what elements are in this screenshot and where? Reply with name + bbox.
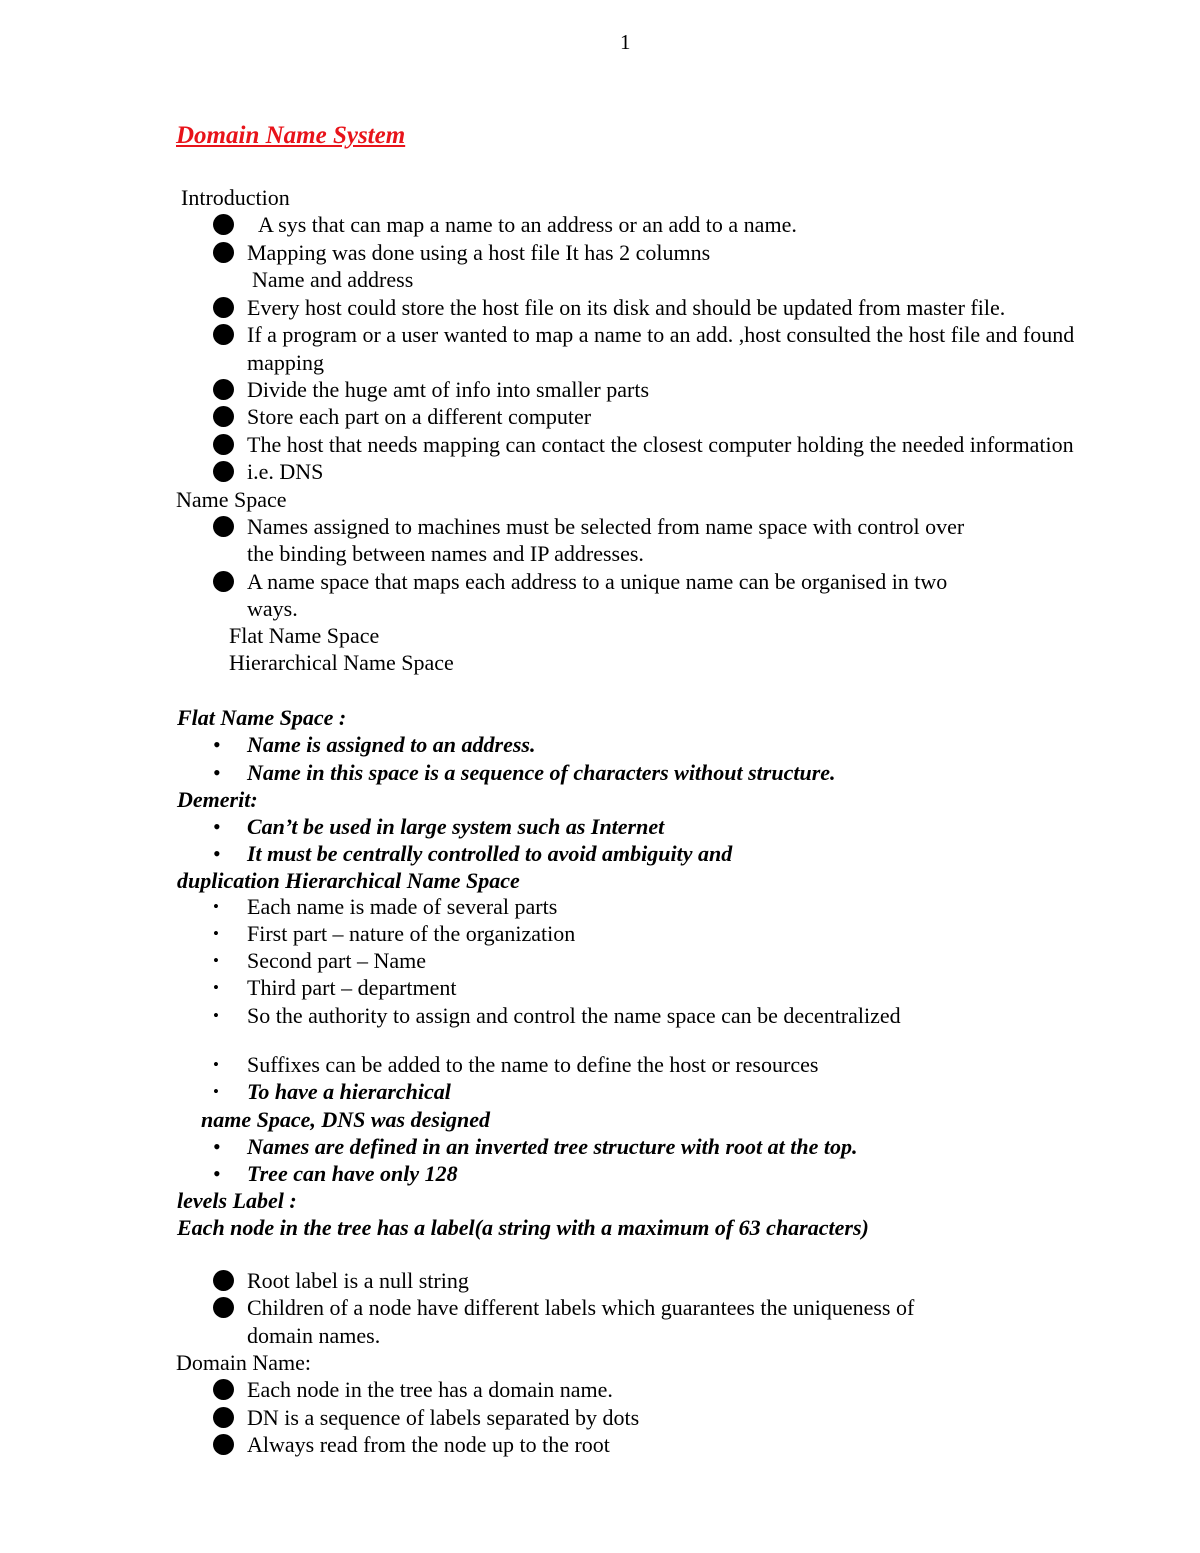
bullet-icon: •: [213, 814, 221, 839]
flat-bullet-2: Name in this space is a sequence of characters without structure.: [247, 760, 836, 785]
domain-name-heading: Domain Name:: [176, 1350, 312, 1375]
name-space-heading: Name Space: [176, 487, 287, 512]
bullet-dot-icon: [213, 242, 234, 263]
demerit-bullet-1: Can’t be used in large system such as Internet: [247, 814, 665, 839]
bullet-dot-icon: [213, 297, 234, 318]
bullet-dot-icon: [213, 379, 234, 400]
demerit-heading: Demerit:: [177, 787, 258, 812]
bullet-icon: •: [213, 1134, 221, 1159]
intro-bullet-7: The host that needs mapping can contact the closest computer holding the needed information: [247, 432, 1074, 457]
label-bullet-2-cont: domain names.: [247, 1323, 381, 1348]
flat-bullet-1: Name is assigned to an address.: [247, 732, 536, 757]
bullet-icon: •: [213, 841, 221, 866]
name-space-bullet-2-cont: ways.: [247, 596, 298, 621]
name-space-bullet-2: A name space that maps each address to a unique name can be organised in two: [247, 569, 948, 594]
intro-bullet-1: A sys that can map a name to an address or an add to a name.: [258, 212, 797, 237]
intro-bullet-3: Every host could store the host file on its disk and should be updated from master file.: [247, 295, 1006, 320]
hier-bullet-9: Tree can have only 128: [247, 1161, 458, 1186]
intro-bullet-6: Store each part on a different computer: [247, 404, 592, 429]
demerit-bullet-2-cont: duplication Hierarchical Name Space: [177, 868, 520, 893]
hier-bullet-7-cont: name Space, DNS was designed: [201, 1107, 491, 1132]
bullet-dot-icon: [213, 1270, 234, 1291]
bullet-dot-icon: [213, 1379, 234, 1400]
bullet-icon: •: [213, 951, 219, 970]
bullet-dot-icon: [213, 516, 234, 537]
bullet-dot-icon: [213, 406, 234, 427]
hier-bullet-1: Each name is made of several parts: [247, 894, 558, 919]
bullet-icon: •: [213, 924, 219, 943]
hier-bullet-9-cont: levels Label :: [177, 1188, 297, 1213]
bullet-dot-icon: [213, 1297, 234, 1318]
bullet-dot-icon: [213, 1407, 234, 1428]
intro-bullet-4-cont: mapping: [247, 350, 324, 375]
bullet-dot-icon: [213, 571, 234, 592]
bullet-icon: •: [213, 978, 219, 997]
bullet-icon: •: [213, 897, 219, 916]
bullet-icon: •: [213, 1055, 219, 1074]
bullet-dot-icon: [213, 461, 234, 482]
bullet-dot-icon: [213, 214, 234, 235]
name-space-bullet-1-cont: the binding between names and IP addresses.: [247, 541, 644, 566]
bullet-icon: •: [213, 732, 221, 757]
domain-name-bullet-2: DN is a sequence of labels separated by dots: [247, 1405, 640, 1430]
bullet-dot-icon: [213, 324, 234, 345]
name-space-sub-1: Flat Name Space: [229, 623, 380, 648]
bullet-dot-icon: [213, 434, 234, 455]
intro-bullet-4: If a program or a user wanted to map a name to an add. ,host consulted the host file and found: [247, 322, 1075, 347]
demerit-bullet-2: It must be centrally controlled to avoid ambiguity and: [247, 841, 733, 866]
domain-name-bullet-1: Each node in the tree has a domain name.: [247, 1377, 613, 1402]
bullet-icon: •: [213, 1006, 219, 1025]
hier-bullet-8: Names are defined in an inverted tree structure with root at the top.: [247, 1134, 858, 1159]
bullet-icon: •: [213, 1082, 219, 1101]
name-space-bullet-1: Names assigned to machines must be selected from name space with control over: [247, 514, 965, 539]
hier-bullet-5: So the authority to assign and control the name space can be decentralized: [247, 1003, 901, 1028]
name-space-sub-2: Hierarchical Name Space: [229, 650, 454, 675]
hier-bullet-4: Third part – department: [247, 975, 457, 1000]
hier-bullet-2: First part – nature of the organization: [247, 921, 576, 946]
hier-bullet-6: Suffixes can be added to the name to define the host or resources: [247, 1052, 819, 1077]
label-bullet-2: Children of a node have different labels which guarantees the uniqueness of: [247, 1295, 915, 1320]
document-title: Domain Name System: [176, 122, 406, 149]
hier-bullet-7: To have a hierarchical: [247, 1079, 451, 1104]
page-number: 1: [620, 30, 631, 54]
label-bullet-1: Root label is a null string: [247, 1268, 469, 1293]
bullet-icon: •: [213, 760, 221, 785]
bullet-icon: •: [213, 1161, 221, 1186]
flat-heading: Flat Name Space :: [177, 705, 347, 730]
intro-bullet-5: Divide the huge amt of info into smaller parts: [247, 377, 650, 402]
hier-bullet-3: Second part – Name: [247, 948, 426, 973]
intro-bullet-8: i.e. DNS: [247, 459, 324, 484]
intro-heading: Introduction: [181, 185, 290, 210]
intro-bullet-2-cont: Name and address: [252, 267, 414, 292]
label-definition: Each node in the tree has a label(a string with a maximum of 63 characters): [177, 1215, 869, 1240]
domain-name-bullet-3: Always read from the node up to the root: [247, 1432, 610, 1457]
bullet-dot-icon: [213, 1434, 234, 1455]
intro-bullet-2: Mapping was done using a host file It has 2 columns: [247, 240, 711, 265]
